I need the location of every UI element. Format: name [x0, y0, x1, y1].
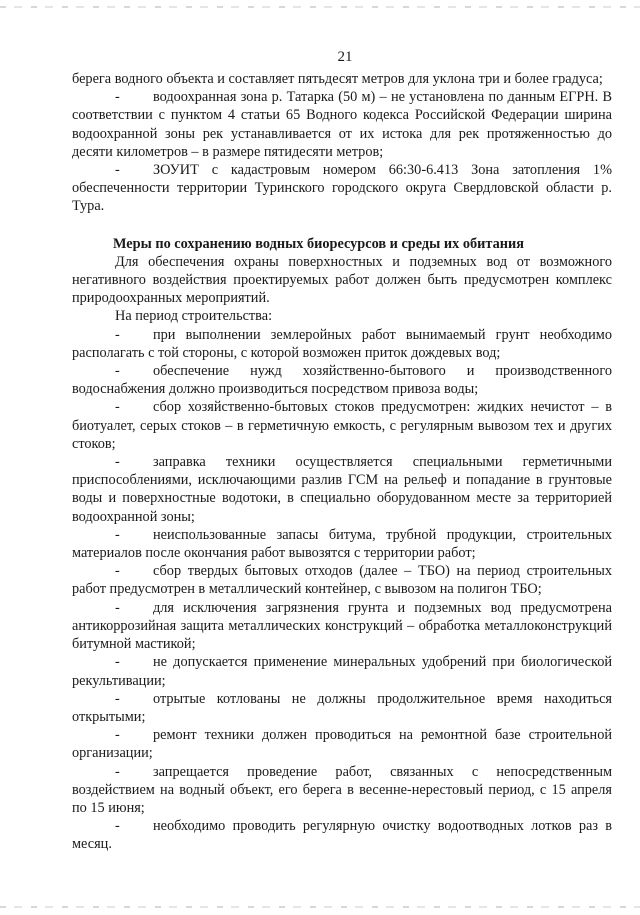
- list-dash: -: [115, 599, 120, 616]
- measure-text: сбор твердых бытовых отходов (далее – ТБО) на период строительных работ предусмотрен в металлический контейнер, с вывозом на полигон ТБО;: [72, 563, 612, 598]
- measure-item: [72, 362, 612, 398]
- list-dash: -: [115, 526, 120, 543]
- list-dash: -: [115, 818, 120, 835]
- paragraph-continuation: берега водного объекта и составляет пятьдесят метров для уклона три и более градуса;: [72, 71, 603, 87]
- page-number: 21: [337, 49, 353, 65]
- measure-item: [72, 817, 612, 853]
- measure-item: [72, 326, 612, 362]
- measure-text: неиспользованные запасы битума, трубной продукции, строительных материалов после окончания работ вывозятся с территории работ;: [72, 526, 612, 562]
- list-dash: -: [115, 162, 120, 179]
- scan-edge-top: [0, 6, 640, 8]
- measure-item: [72, 763, 612, 818]
- measure-text: обеспечение нужд хозяйственно-бытового и производственного водоснабжения должно производиться посредством привоза воды;: [72, 363, 612, 398]
- document-page: [72, 48, 612, 854]
- measure-text: необходимо проводить регулярную очистку водоотводных лотков раз в месяц.: [72, 818, 612, 853]
- list-dash: -: [115, 363, 120, 380]
- list-item-zouit: [72, 161, 612, 216]
- measure-text: при выполнении землеройных работ вынимаемый грунт необходимо располагать с той стороны, с которой возможен приток дождевых вод;: [72, 326, 612, 361]
- section-heading: Меры по сохранению водных биоресурсов и среды их обитания: [113, 235, 524, 252]
- measure-item: [72, 599, 612, 654]
- measure-text: отрытые котлованы не должны продолжительное время находиться открытыми;: [72, 690, 612, 725]
- measure-item: [72, 562, 612, 598]
- list-dash: -: [115, 563, 120, 580]
- scan-edge-bottom: [0, 906, 640, 908]
- measure-text: ремонт техники должен проводиться на ремонтной базе строительной организации;: [72, 727, 612, 762]
- list-item-tatarka: [72, 88, 612, 161]
- period-label: На период строительства:: [115, 308, 273, 325]
- list-dash: -: [115, 89, 120, 106]
- measure-item: [72, 526, 612, 562]
- measure-item: [72, 653, 612, 689]
- measure-item: [72, 726, 612, 762]
- measure-text: заправка техники осуществляется специальными герметичными приспособлениями, исключающими разлив ГСМ на рельеф и попадание в грунтовые воды и поверхностные водотоки, в специально оборудованном месте за территорией водоохранной зоны;: [72, 454, 612, 525]
- measure-item: [72, 398, 612, 453]
- list-dash: -: [115, 690, 120, 707]
- intro-paragraph: Для обеспечения охраны поверхностных и подземных вод от возможного негативного воздействия проектируемых работ должен быть предусмотрен комплекс природоохранных мероприятий.: [72, 253, 612, 307]
- list-item-text: водоохранная зона р. Татарка (50 м) – не установлена по данным ЕГРН. В соответствии с пунктом 4 статьи 65 Водного кодекса Российской Федерации ширина водоохранной зоны рек устанавливается от их истока для рек протяженностью до десяти километров – в размере пятидесяти метров;: [72, 89, 612, 160]
- measure-text: запрещается проведение работ, связанных с непосредственным воздействием на водный объект, его берега в весенне-нерестовый период, с 15 апреля по 15 июня;: [72, 763, 612, 816]
- measure-item: [72, 690, 612, 726]
- list-dash: -: [115, 326, 120, 343]
- list-item-text: ЗОУИТ с кадастровым номером 66:30-6.413 Зона затопления 1% обеспеченности территории Туринского городского округа Свердловской области р. Тура.: [72, 162, 612, 215]
- measure-item: [72, 453, 612, 526]
- list-dash: -: [115, 763, 120, 780]
- measure-text: для исключения загрязнения грунта и подземных вод предусмотрена антикоррозийная защита металлических конструкций – обработка металлоконструкций битумной мастикой;: [72, 599, 612, 653]
- list-dash: -: [115, 654, 120, 671]
- measure-text: не допускается применение минеральных удобрений при биологической рекультивации;: [72, 654, 612, 689]
- measure-text: сбор хозяйственно-бытовых стоков предусмотрен: жидких нечистот – в биотуалет, серых стоков – в герметичную емкость, с регулярным вывозом тех и других стоков;: [72, 399, 612, 452]
- list-dash: -: [115, 454, 120, 471]
- list-dash: -: [115, 727, 120, 744]
- list-dash: -: [115, 399, 120, 416]
